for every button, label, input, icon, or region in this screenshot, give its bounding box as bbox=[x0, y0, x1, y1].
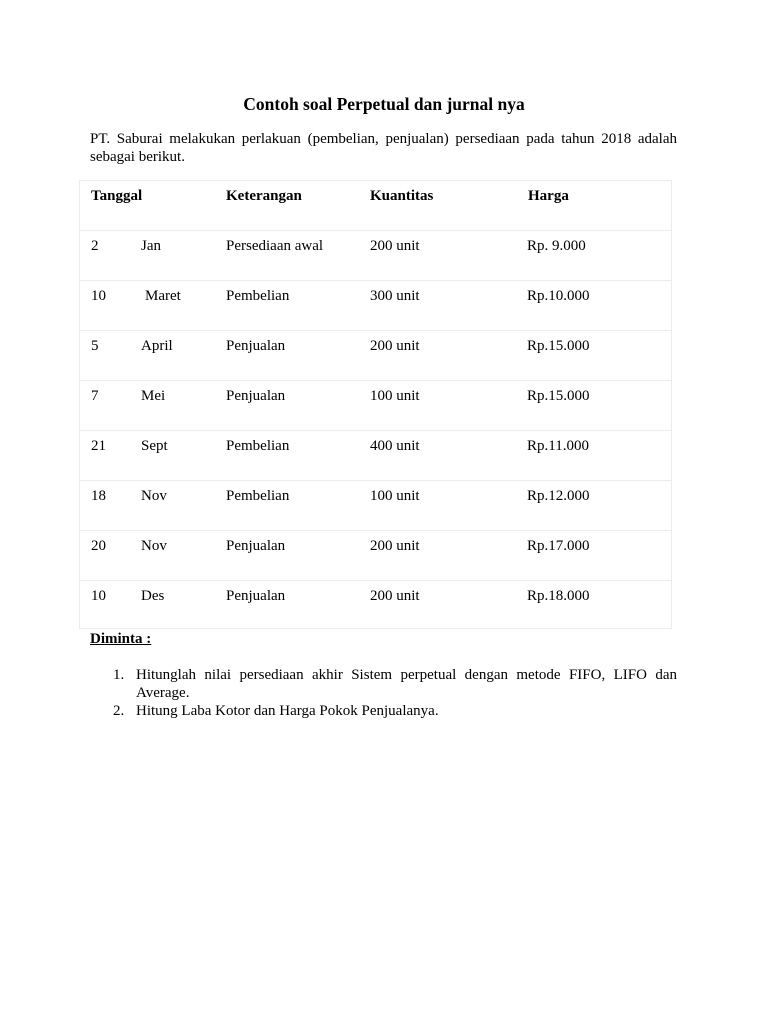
row-harga: Rp.10.000 bbox=[527, 288, 590, 304]
row-harga: Rp.15.000 bbox=[527, 388, 590, 404]
intro-paragraph bbox=[90, 130, 677, 166]
table-row bbox=[80, 581, 671, 631]
row-keterangan: Penjualan bbox=[226, 338, 286, 354]
header-kuantitas: Kuantitas bbox=[370, 188, 434, 204]
table-row bbox=[80, 531, 671, 581]
row-month: Mei bbox=[141, 388, 166, 404]
table-row bbox=[80, 231, 671, 281]
row-keterangan: Penjualan bbox=[226, 388, 286, 404]
row-kuantitas: 200 unit bbox=[370, 238, 420, 254]
table-row bbox=[80, 381, 671, 431]
row-keterangan: Pembelian bbox=[226, 488, 290, 504]
table-row bbox=[80, 331, 671, 381]
row-day: 7 bbox=[91, 388, 99, 404]
row-harga: Rp.11.000 bbox=[527, 438, 589, 454]
row-day: 2 bbox=[91, 238, 99, 254]
row-kuantitas: 100 unit bbox=[370, 388, 420, 404]
header-tanggal: Tanggal bbox=[91, 188, 143, 204]
row-month: Nov bbox=[141, 488, 167, 504]
row-day: 20 bbox=[91, 538, 106, 554]
row-harga: Rp.15.000 bbox=[527, 338, 590, 354]
row-kuantitas: 200 unit bbox=[370, 588, 420, 604]
row-harga: Rp.17.000 bbox=[527, 538, 590, 554]
diminta-heading: Diminta : bbox=[90, 631, 152, 647]
row-month: Des bbox=[141, 588, 165, 604]
row-month: Sept bbox=[141, 438, 168, 454]
header-keterangan: Keterangan bbox=[226, 188, 302, 204]
row-harga: Rp. 9.000 bbox=[527, 238, 586, 254]
table-row bbox=[80, 481, 671, 531]
inventory-table bbox=[79, 180, 672, 629]
list-item bbox=[90, 702, 677, 720]
row-day: 10 bbox=[91, 588, 106, 604]
task-list bbox=[90, 666, 677, 720]
page-title: Contoh soal Perpetual dan jurnal nya bbox=[243, 94, 525, 114]
table-row bbox=[80, 431, 671, 481]
task-text-line-a: Hitunglah nilai persediaan akhir Sistem perpetual dengan metode FIFO, LIFO dan bbox=[136, 667, 677, 683]
row-day: 21 bbox=[91, 438, 106, 454]
row-day: 18 bbox=[91, 488, 106, 504]
header-harga: Harga bbox=[528, 188, 569, 204]
task-text: Hitung Laba Kotor dan Harga Pokok Penjualanya. bbox=[136, 703, 439, 719]
row-harga: Rp.12.000 bbox=[527, 488, 590, 504]
row-kuantitas: 300 unit bbox=[370, 288, 420, 304]
table-row bbox=[80, 281, 671, 331]
intro-line-1: PT. Saburai melakukan perlakuan (pembelian, penjualan) persediaan pada tahun 2018 adalah bbox=[90, 131, 677, 147]
row-keterangan: Penjualan bbox=[226, 588, 286, 604]
row-month: Maret bbox=[145, 288, 181, 304]
row-harga: Rp.18.000 bbox=[527, 588, 590, 604]
list-item bbox=[90, 666, 677, 702]
row-day: 10 bbox=[91, 288, 106, 304]
task-number: 2. bbox=[113, 703, 125, 719]
row-month: Jan bbox=[141, 238, 161, 254]
row-kuantitas: 200 unit bbox=[370, 338, 420, 354]
row-keterangan: Persediaan awal bbox=[226, 238, 324, 254]
row-kuantitas: 100 unit bbox=[370, 488, 420, 504]
table-header-row bbox=[80, 181, 671, 231]
task-text bbox=[136, 666, 677, 702]
row-keterangan: Pembelian bbox=[226, 288, 290, 304]
row-month: April bbox=[141, 338, 173, 354]
row-kuantitas: 200 unit bbox=[370, 538, 420, 554]
row-keterangan: Pembelian bbox=[226, 438, 290, 454]
row-month: Nov bbox=[141, 538, 167, 554]
row-kuantitas: 400 unit bbox=[370, 438, 420, 454]
row-day: 5 bbox=[91, 338, 99, 354]
task-number: 1. bbox=[113, 667, 125, 683]
row-keterangan: Penjualan bbox=[226, 538, 286, 554]
task-text-line-b: Average. bbox=[136, 685, 190, 701]
intro-line-2: sebagai berikut. bbox=[90, 149, 185, 165]
